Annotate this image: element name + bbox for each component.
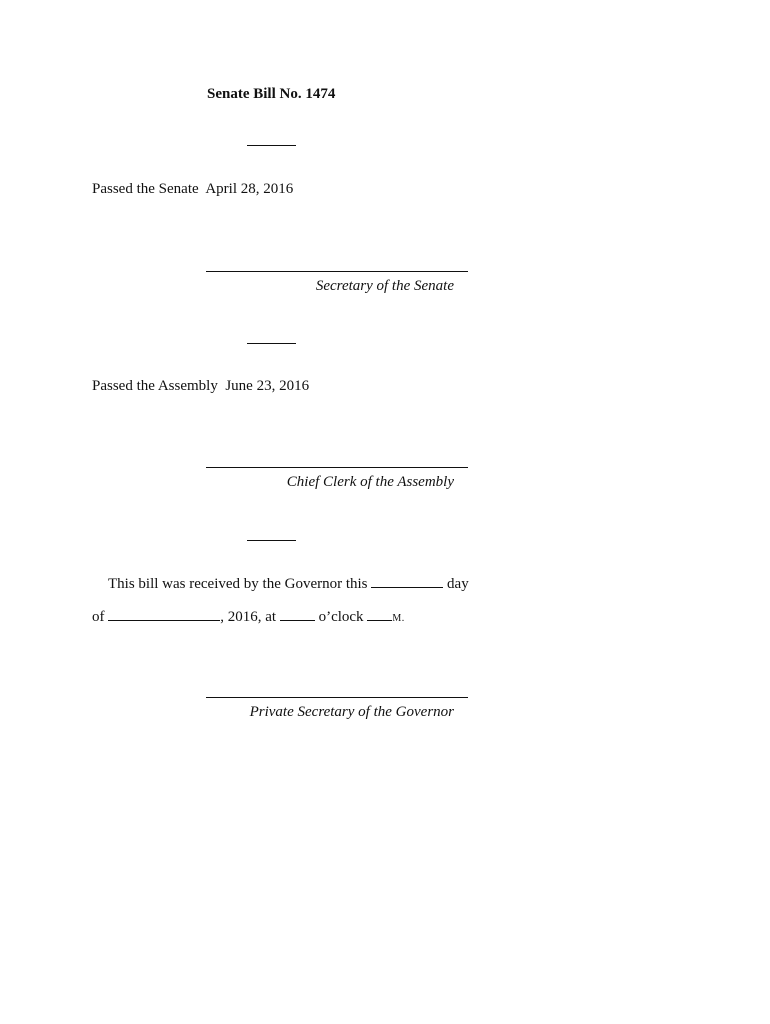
senate-passed-date: April 28, 2016 — [205, 181, 294, 197]
assembly-signature-line — [206, 467, 468, 468]
senate-signature-line — [206, 271, 468, 272]
governor-received-text: This bill was received by the Governor this — [108, 576, 368, 592]
hour-blank — [280, 608, 315, 621]
section-divider — [247, 145, 296, 146]
governor-received-line — [108, 575, 469, 593]
governor-signer-title: Private Secretary of the Governor — [249, 704, 454, 720]
bill-title: Senate Bill No. 1474 — [207, 86, 336, 102]
of-word: of — [92, 609, 105, 625]
section-divider — [247, 540, 296, 541]
assembly-passed-label: Passed the Assembly — [92, 378, 218, 394]
meridiem-blank — [367, 608, 392, 621]
day-word: day — [447, 576, 469, 592]
year-text: , 2016, at — [220, 609, 277, 625]
meridiem-suffix: M. — [392, 613, 405, 624]
senate-signer-title: Secretary of the Senate — [315, 278, 454, 294]
assembly-passed-line — [92, 378, 309, 395]
senate-passed-line — [92, 181, 293, 198]
governor-date-line — [92, 608, 405, 626]
governor-signature-line — [206, 697, 468, 698]
assembly-passed-date: June 23, 2016 — [225, 378, 310, 394]
section-divider — [247, 343, 296, 344]
oclock-text: o’clock — [318, 609, 364, 625]
senate-passed-label: Passed the Senate — [92, 181, 199, 197]
month-blank — [108, 608, 220, 621]
day-blank — [371, 575, 443, 588]
assembly-signer-title: Chief Clerk of the Assembly — [286, 474, 454, 490]
